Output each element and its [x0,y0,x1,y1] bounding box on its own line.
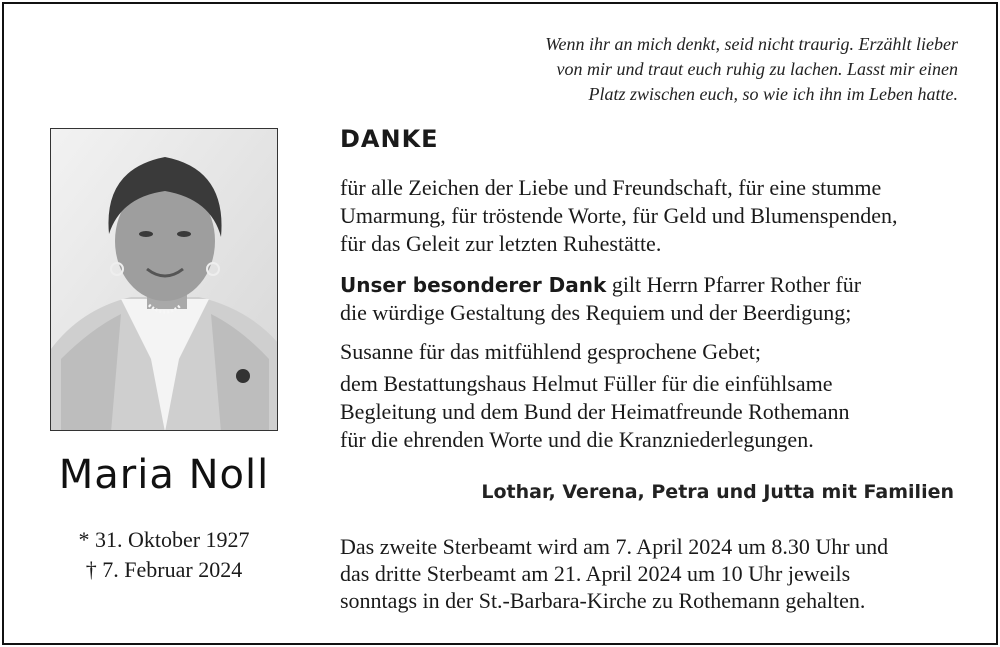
special-thanks-bold: Unser besonderer Dank [340,273,607,297]
portrait-photo [50,128,278,431]
text-line [340,271,960,299]
text-line: das dritte Sterbeamt am 21. April 2024 um 10 Uhr jeweils [340,561,851,586]
quote-line: Platz zwischen euch, so wie ich ihn im Leben hatte. [588,84,958,104]
text-line: Umarmung, für tröstende Worte, für Geld und Blumenspenden, [340,203,898,228]
text-line: die würdige Gestaltung des Requiem und der Beerdigung; [340,300,852,325]
special-thanks-rest: gilt Herrn Pfarrer Rother für [606,272,862,297]
text-line: Susanne für das mitfühlend gesprochene Gebet; [340,339,761,364]
text-line: für das Geleit zur letzten Ruhestätte. [340,231,662,256]
family-signature: Lothar, Verena, Petra und Jutta mit Familien [481,481,954,503]
death-date: † 7. Februar 2024 [85,557,243,582]
thanks-heading: DANKE [340,125,439,153]
text-line: für alle Zeichen der Liebe und Freundschaft, für eine stumme [340,175,882,200]
memorial-quote [398,32,958,107]
text-line: Das zweite Sterbeamt wird am 7. April 2024 um 8.30 Uhr und [340,534,889,559]
text-line: dem Bestattungshaus Helmut Füller für die einfühlsame [340,371,833,396]
thanks-intro [340,174,960,258]
text-line: Begleitung und dem Bund der Heimatfreunde Rothemann [340,399,850,424]
quote-line: Wenn ihr an mich denkt, seid nicht traurig. Erzählt lieber [545,34,958,54]
portrait-illustration [51,129,278,431]
mass-notice [340,533,960,614]
special-thanks [340,271,960,327]
susanne-thanks [340,338,960,366]
deceased-name: Maria Noll [58,452,270,498]
birth-date: * 31. Oktober 1927 [78,527,250,552]
text-line: sonntags in der St.-Barbara-Kirche zu Rothemann gehalten. [340,588,866,613]
text-line: für die ehrenden Worte und die Kranzniederlegungen. [340,427,814,452]
life-dates [30,525,298,585]
quote-line: von mir und traut euch ruhig zu lachen. Lasst mir einen [556,59,958,79]
bestatter-thanks [340,370,960,454]
